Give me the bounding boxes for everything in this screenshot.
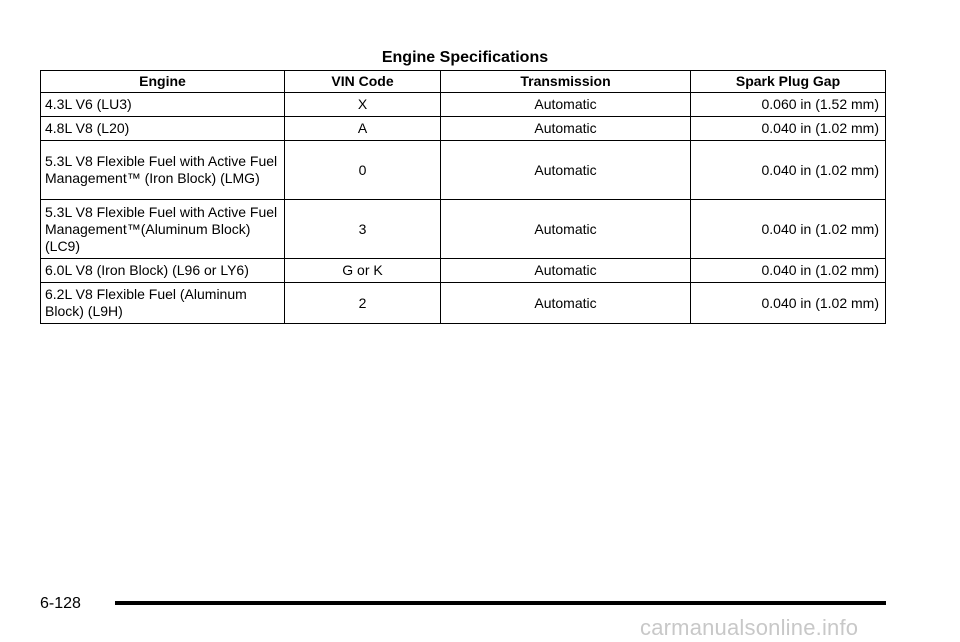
vin-code-cell: 2: [285, 283, 441, 324]
spark-plug-gap-cell: 0.040 in (1.02 mm): [691, 200, 886, 259]
transmission-cell: Automatic: [441, 283, 691, 324]
table-row: [41, 283, 886, 324]
table-row: [41, 93, 886, 117]
table-row: [41, 200, 886, 259]
engine-specifications-table: [40, 70, 886, 324]
table-row: [41, 117, 886, 141]
column-header-spark-plug-gap: Spark Plug Gap: [691, 71, 886, 93]
watermark-text: carmanualsonline.info: [640, 615, 859, 640]
column-header-engine: Engine: [41, 71, 285, 93]
spark-plug-gap-cell: 0.040 in (1.02 mm): [691, 283, 886, 324]
transmission-cell: Automatic: [441, 117, 691, 141]
vin-code-cell: X: [285, 93, 441, 117]
footer-divider: [115, 601, 886, 605]
engine-cell: 4.3L V6 (LU3): [41, 93, 285, 117]
transmission-cell: Automatic: [441, 93, 691, 117]
vin-code-cell: A: [285, 117, 441, 141]
table-row: [41, 259, 886, 283]
engine-cell: 5.3L V8 Flexible Fuel with Active Fuel Management™(Aluminum Block) (LC9): [41, 200, 285, 259]
vin-code-cell: 3: [285, 200, 441, 259]
transmission-cell: Automatic: [441, 259, 691, 283]
engine-cell: 6.2L V8 Flexible Fuel (Aluminum Block) (L9H): [41, 283, 285, 324]
spark-plug-gap-cell: 0.060 in (1.52 mm): [691, 93, 886, 117]
engine-cell: 5.3L V8 Flexible Fuel with Active Fuel Management™ (Iron Block) (LMG): [41, 141, 285, 200]
table-header-row: [41, 71, 886, 93]
spark-plug-gap-cell: 0.040 in (1.02 mm): [691, 259, 886, 283]
spark-plug-gap-cell: 0.040 in (1.02 mm): [691, 141, 886, 200]
vin-code-cell: G or K: [285, 259, 441, 283]
page-number: 6-128: [40, 595, 81, 612]
transmission-cell: Automatic: [441, 141, 691, 200]
column-header-vin-code: VIN Code: [285, 71, 441, 93]
column-header-transmission: Transmission: [441, 71, 691, 93]
vin-code-cell: 0: [285, 141, 441, 200]
transmission-cell: Automatic: [441, 200, 691, 259]
page-title: Engine Specifications: [381, 49, 549, 66]
table-row: [41, 141, 886, 200]
engine-cell: 6.0L V8 (Iron Block) (L96 or LY6): [41, 259, 285, 283]
engine-cell: 4.8L V8 (L20): [41, 117, 285, 141]
spark-plug-gap-cell: 0.040 in (1.02 mm): [691, 117, 886, 141]
